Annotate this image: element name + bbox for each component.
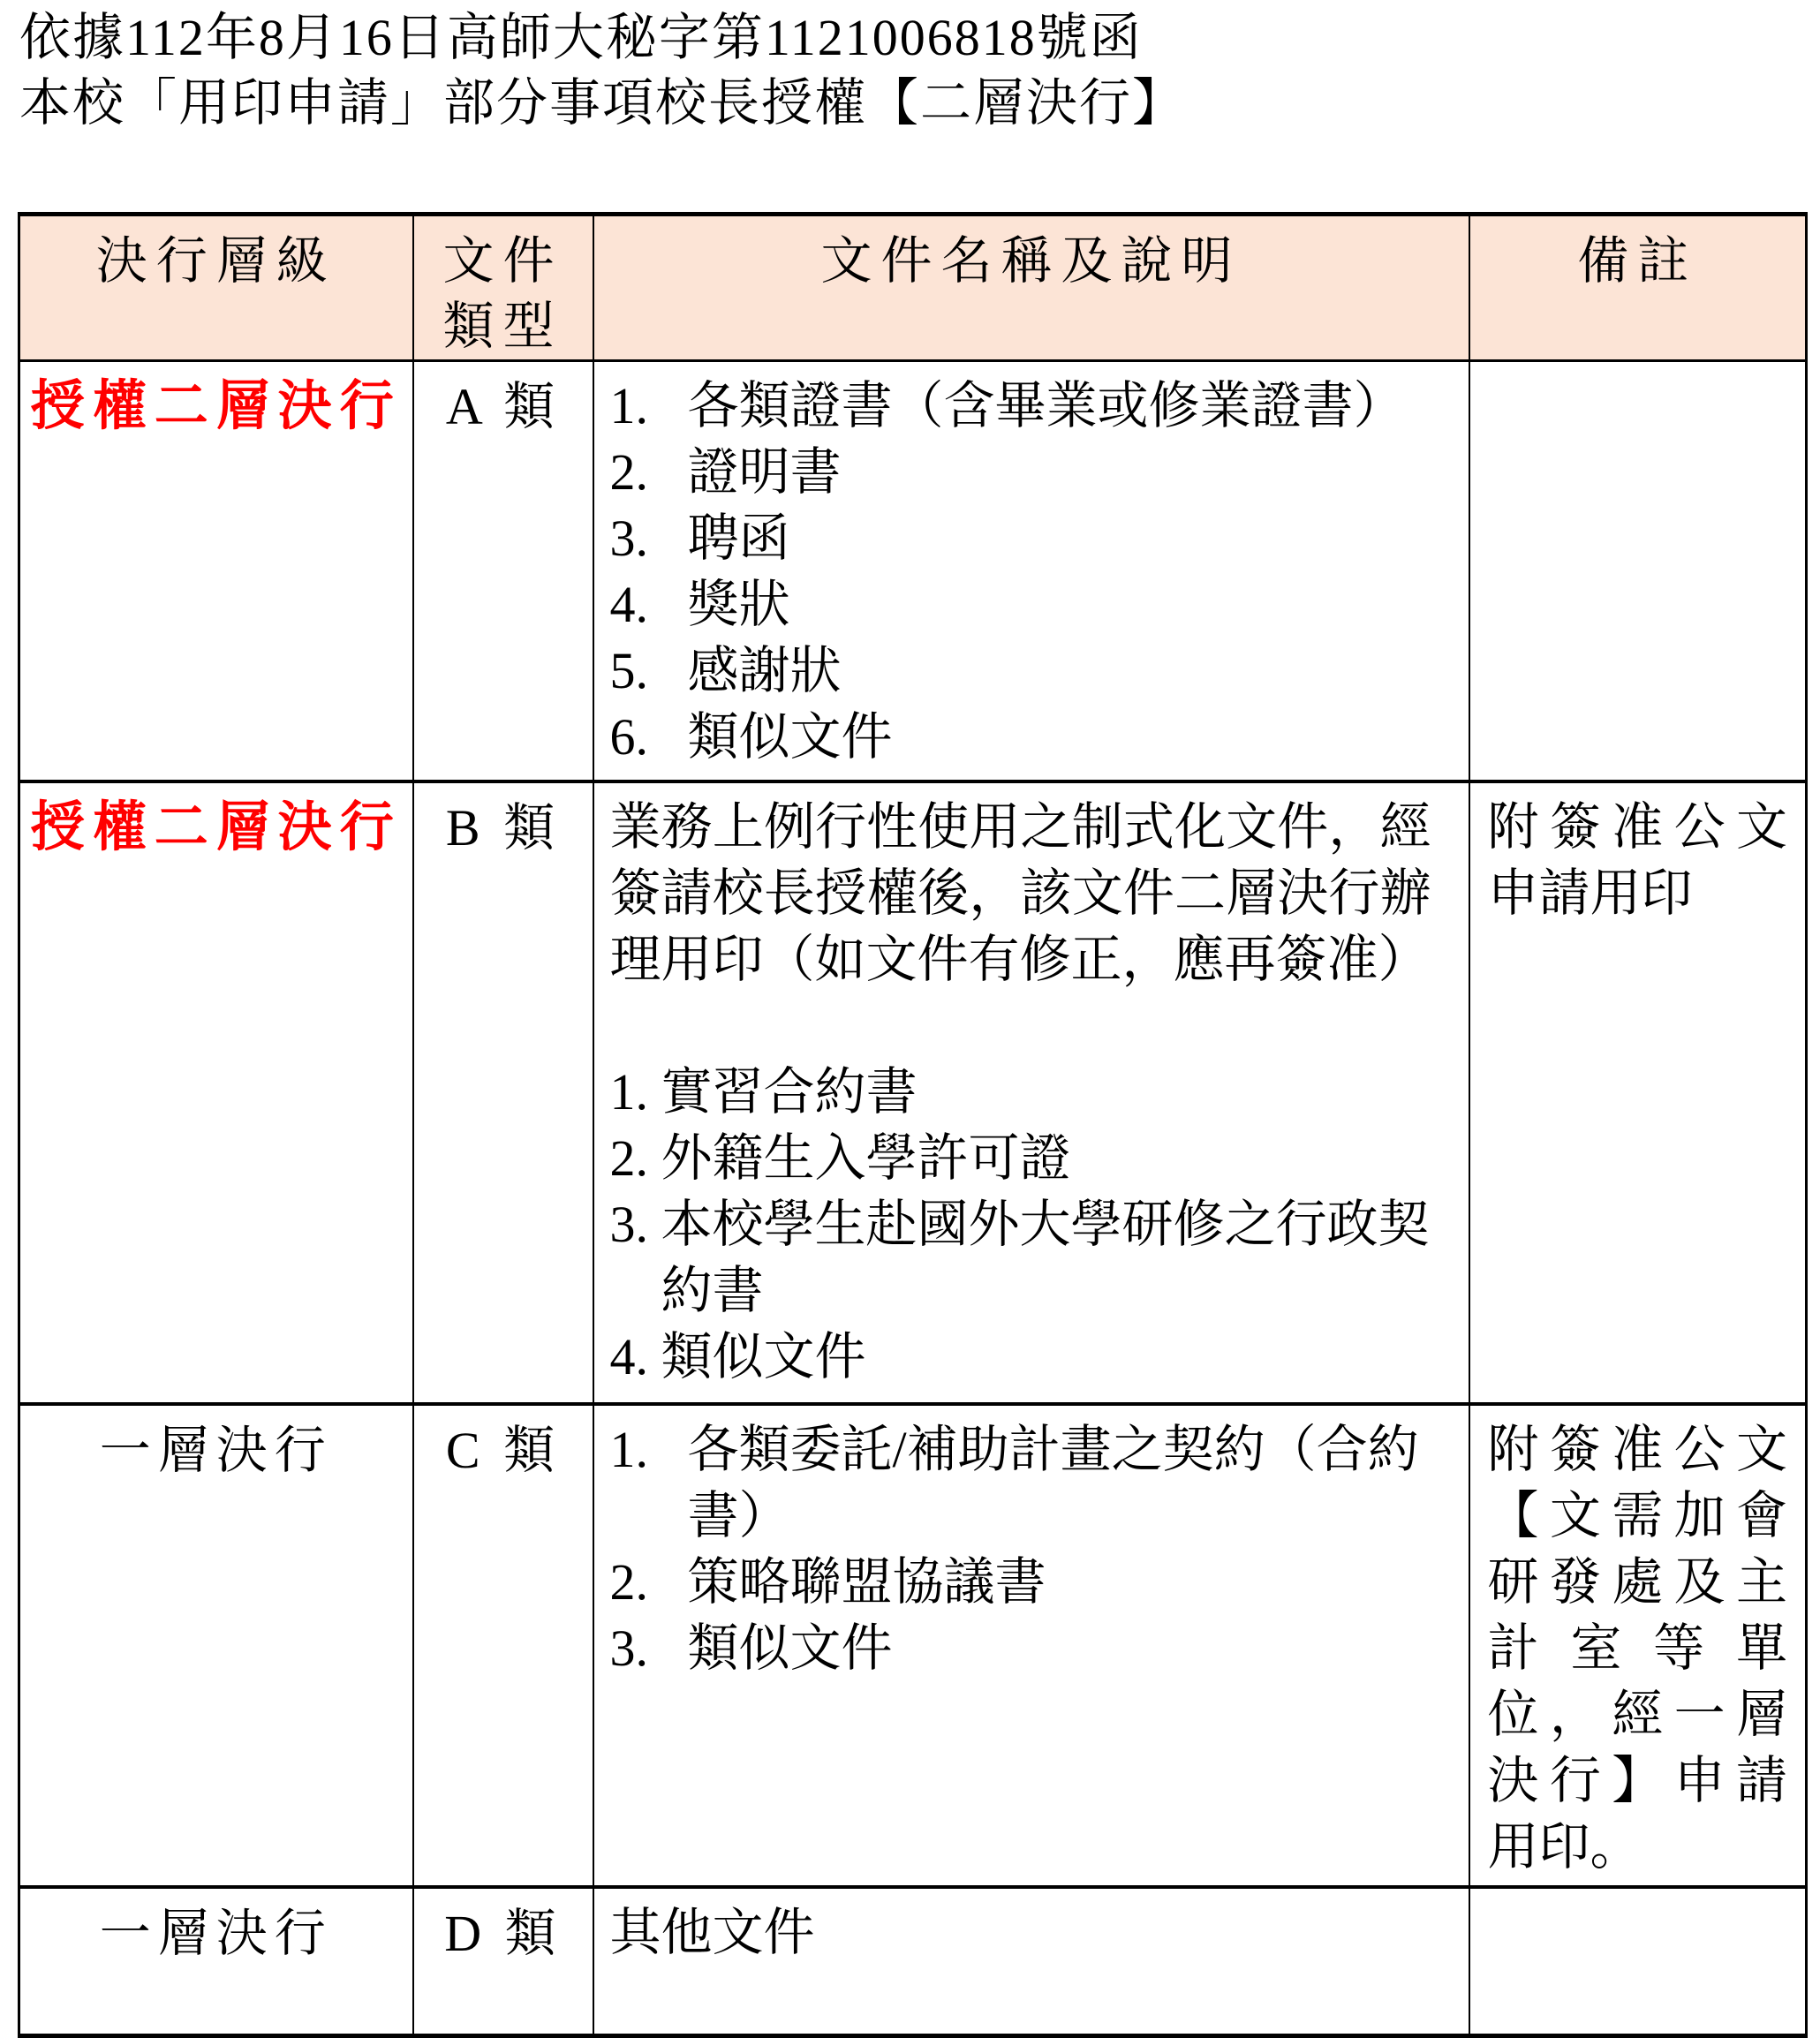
doc-name-cell	[593, 781, 1469, 1404]
list-item: 3. 類似文件	[609, 1619, 893, 1677]
doc-type-cell: D 類	[413, 1887, 593, 2036]
level-cell	[19, 781, 413, 1404]
list-item: 6. 類似文件	[609, 708, 893, 766]
list-item: 2. 外籍生入學許可證	[609, 1129, 1071, 1187]
doc-type-cell: A 類	[413, 361, 593, 782]
blank-line	[610, 993, 1431, 1059]
column-header-remark: 備註	[1469, 215, 1807, 361]
list-item: 1. 各類證書（含畢業或修業證書）	[609, 377, 1405, 434]
list-item: 2. 策略聯盟協議書	[609, 1553, 1046, 1611]
list-item: 1. 實習合約書	[609, 1063, 918, 1121]
description-paragraph: 其他文件	[609, 1904, 815, 1961]
seal-authorization-table	[18, 212, 1808, 2038]
level-cell: 一層決行	[19, 1404, 413, 1887]
list-item: 4. 獎狀	[609, 576, 790, 633]
list-item: 3. 聘函	[609, 510, 790, 567]
remark-cell: 附簽准公文【文需加會研發處及主計室等單位，經一層決行】申請用印。	[1469, 1404, 1807, 1887]
table-row-class-d	[19, 1887, 1807, 2036]
intro-line-2: 本校「用印申請」部分事項校長授權【二層決行】	[19, 74, 1186, 132]
remark-cell: 附簽准公文申請用印	[1469, 781, 1807, 1404]
table-header-row	[19, 215, 1807, 361]
column-header-level: 決行層級	[19, 215, 413, 361]
list-item: 3. 本校學生赴國外大學研修之行政契約書	[609, 1196, 1430, 1319]
column-header-doc-type: 文件類型	[413, 215, 593, 361]
doc-name-cell	[593, 1887, 1469, 2036]
list-item: 4. 類似文件	[609, 1328, 866, 1385]
list-item: 2. 證明書	[609, 443, 842, 501]
table-row-class-b	[19, 781, 1807, 1404]
column-header-name-desc: 文件名稱及說明	[593, 215, 1469, 361]
doc-type-cell: C 類	[413, 1404, 593, 1887]
intro-line-1: 依據112年8月16日高師大秘字第1121006818號函	[19, 9, 1143, 66]
document-intro	[19, 5, 1820, 136]
remark-cell	[1469, 361, 1807, 782]
remark-cell	[1469, 1887, 1807, 2036]
level-text-emphasized: 授權二層決行	[30, 798, 402, 857]
doc-name-cell	[593, 361, 1469, 782]
list-item: 1. 各類委託/補助計畫之契約（合約書）	[609, 1421, 1419, 1544]
list-item: 5. 感謝狀	[609, 642, 842, 699]
level-cell	[19, 361, 413, 782]
doc-name-cell	[593, 1404, 1469, 1887]
level-text-emphasized: 授權二層決行	[30, 377, 402, 436]
table-row-class-c	[19, 1404, 1807, 1887]
doc-type-cell: B 類	[413, 781, 593, 1404]
table-row-class-a	[19, 361, 1807, 782]
level-cell: 一層決行	[19, 1887, 413, 2036]
description-paragraph: 業務上例行性使用之制式化文件，經簽請校長授權後，該文件二層決行辦理用印（如文件有修正，應再簽准）	[609, 798, 1431, 988]
